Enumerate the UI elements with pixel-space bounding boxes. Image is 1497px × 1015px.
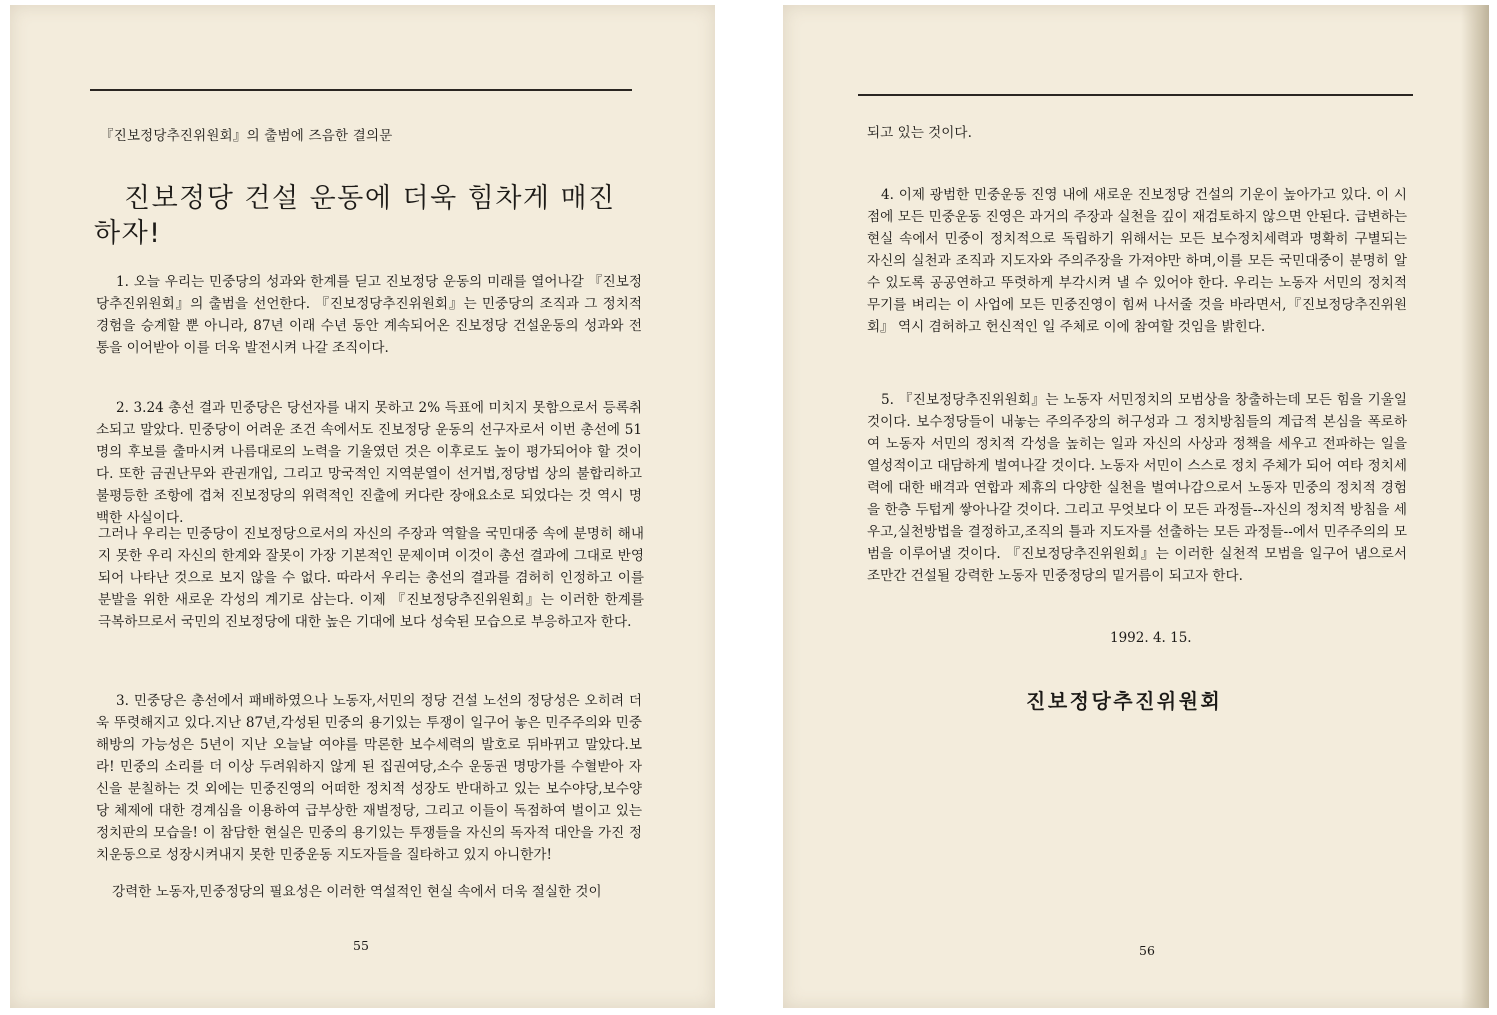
right-page xyxy=(783,5,1489,1008)
top-rule xyxy=(90,89,632,91)
paragraph-3: 3. 민중당은 총선에서 패배하였으나 노동자,서민의 정당 건설 노선의 정당성은 오히려 더욱 뚜렷해지고 있다.지난 87년,각성된 민중의 용기있는 투쟁이 일구어 놓은 민주주의와 민중해방의 가능성은 5년이 지난 오늘날 여야를 막론한 보수세력의 발호로 뒤바뀌고 말았다.보라! 민중의 소리를 더 이상 두려워하지 않게 된 집권여당,소수 운동권 명망가를 수혈받아 자신을 분칠하는 것 외에는 민중진영의 어떠한 정치적 성장도 반대하고 있는 보수야당,보수양당 체제에 대한 경계심을 이용하여 급부상한 재벌정당, 그리고 이들이 독점하여 벌이고 있는 정치판의 모습을! 이 참담한 현실은 민중의 용기있는 투쟁들을 자신의 독자적 대안을 가진 정치운동으로 성장시켜내지 못한 민중운동 지도자들을 질타하고 있지 아니한가! xyxy=(96,693,642,863)
organization-signature: 진보정당추진위원회 xyxy=(1026,689,1223,713)
paragraph-3-continued: 강력한 노동자,민중정당의 필요성은 이러한 역설적인 현실 속에서 더욱 절실한 것이 xyxy=(112,884,602,900)
paragraph-2: 2. 3.24 총선 결과 민중당은 당선자를 내지 못하고 2% 득표에 미치지 못함으로서 등록취소되고 말았다. 민중당이 어려운 조건 속에서도 진보정당 운동의 선구자로서 이번 총선에 51명의 후보를 출마시켜 나름대로의 노력을 기울였던 것은 이후로도 높이 평가되어야 할 것이다. 또한 금권난무와 관권개입, 그리고 망국적인 지역분열이 선거법,정당법 상의 불합리하고 불평등한 조항에 겹쳐 진보정당의 위력적인 진출에 커다란 장애요소로 되었다는 것 역시 명백한 사실이다. xyxy=(96,400,642,526)
document-date: 1992. 4. 15. xyxy=(1110,630,1192,646)
paragraph-1: 1. 오늘 우리는 민중당의 성과와 한계를 딛고 진보정당 운동의 미래를 열어나갈 『진보정당추진위원회』의 출범을 선언한다. 『진보정당추진위원회』는 민중당의 조직과 그 정치적 경험을 승계할 뿐 아니라, 87년 이래 수년 동안 계속되어온 진보정당 건설운동의 성과와 전통을 이어받아 이를 더욱 발전시켜 나갈 조직이다. xyxy=(96,274,642,356)
paragraph-5: 5. 『진보정당추진위원회』는 노동자 서민정치의 모범상을 창출하는데 모든 힘을 기울일 것이다. 보수정당들이 내놓는 주의주장의 허구성과 그 정치방침들의 계급적 본심을 폭로하여 노동자 서민의 정치적 각성을 높히는 일과 자신의 사상과 정책을 세우고 전파하는 일을 열성적이고 대담하게 벌여나갈 것이다. 노동자 서민이 스스로 정치 주체가 되어 여타 정치세력에 대한 배격과 연합과 제휴의 다양한 실천을 벌여나감으로서 노동자 민중의 정치적 경험을 한층 두텁게 쌓아나갈 것이다. 그리고 무엇보다 이 모든 과정들--자신의 정치적 방침을 세우고,실천방법을 결정하고,조직의 틀과 지도자를 선출하는 모든 과정들--에서 민주주의의 모범을 이루어낼 것이다. 『진보정당추진위원회』는 이러한 실천적 모범을 일구어 냄으로서 조만간 건설될 강력한 노동자 민중정당의 밑거름이 되고자 한다. xyxy=(867,392,1407,584)
paragraph-4: 4. 이제 광범한 민중운동 진영 내에 새로운 진보정당 건설의 기운이 높아가고 있다. 이 시점에 모든 민중운동 진영은 과거의 주장과 실천을 깊이 재검토하지 않으면 안된다. 급변하는 현실 속에서 민중이 정치적으로 독립하기 위해서는 모든 보수정치세력과 명확히 구별되는 자신의 실천과 조직과 지도자와 주의주장을 가져야만 하며,이를 모든 국민대중이 분명히 알 수 있도록 공공연하고 뚜렷하게 부각시켜 낼 수 있어야 한다. 우리는 노동자 서민의 정치적 무기를 벼리는 이 사업에 모든 민중진영이 힘써 나서줄 것을 바라면서,『진보정당추진위원회』 역시 겸허하고 헌신적인 일 주체로 이에 참여할 것임을 밝힌다. xyxy=(867,187,1407,335)
paragraph-2-continued: 그러나 우리는 민중당이 진보정당으로서의 자신의 주장과 역할을 국민대중 속에 분명히 해내지 못한 우리 자신의 한계와 잘못이 가장 기본적인 문제이며 이것이 총선 결과에 그대로 반영되어 나타난 것으로 보지 않을 수 없다. 따라서 우리는 총선의 결과를 겸허히 인정하고 이를 분발을 위한 새로운 각성의 계기로 삼는다. 이제 『진보정당추진위원회』는 이러한 한계를 극복하므로서 국민의 진보정당에 대한 높은 기대에 보다 성숙된 모습으로 부응하고자 한다. xyxy=(98,526,644,630)
page-number: 56 xyxy=(1139,943,1155,958)
paragraph-continuation: 되고 있는 것이다. xyxy=(867,125,972,141)
document-title: 진보정당 건설 운동에 더욱 힘차게 매진하자! xyxy=(94,183,616,249)
top-rule xyxy=(858,94,1413,96)
document-subtitle: 『진보정당추진위원회』의 출범에 즈음한 결의문 xyxy=(100,128,393,144)
page-number: 55 xyxy=(353,938,369,953)
left-page xyxy=(10,5,715,1008)
